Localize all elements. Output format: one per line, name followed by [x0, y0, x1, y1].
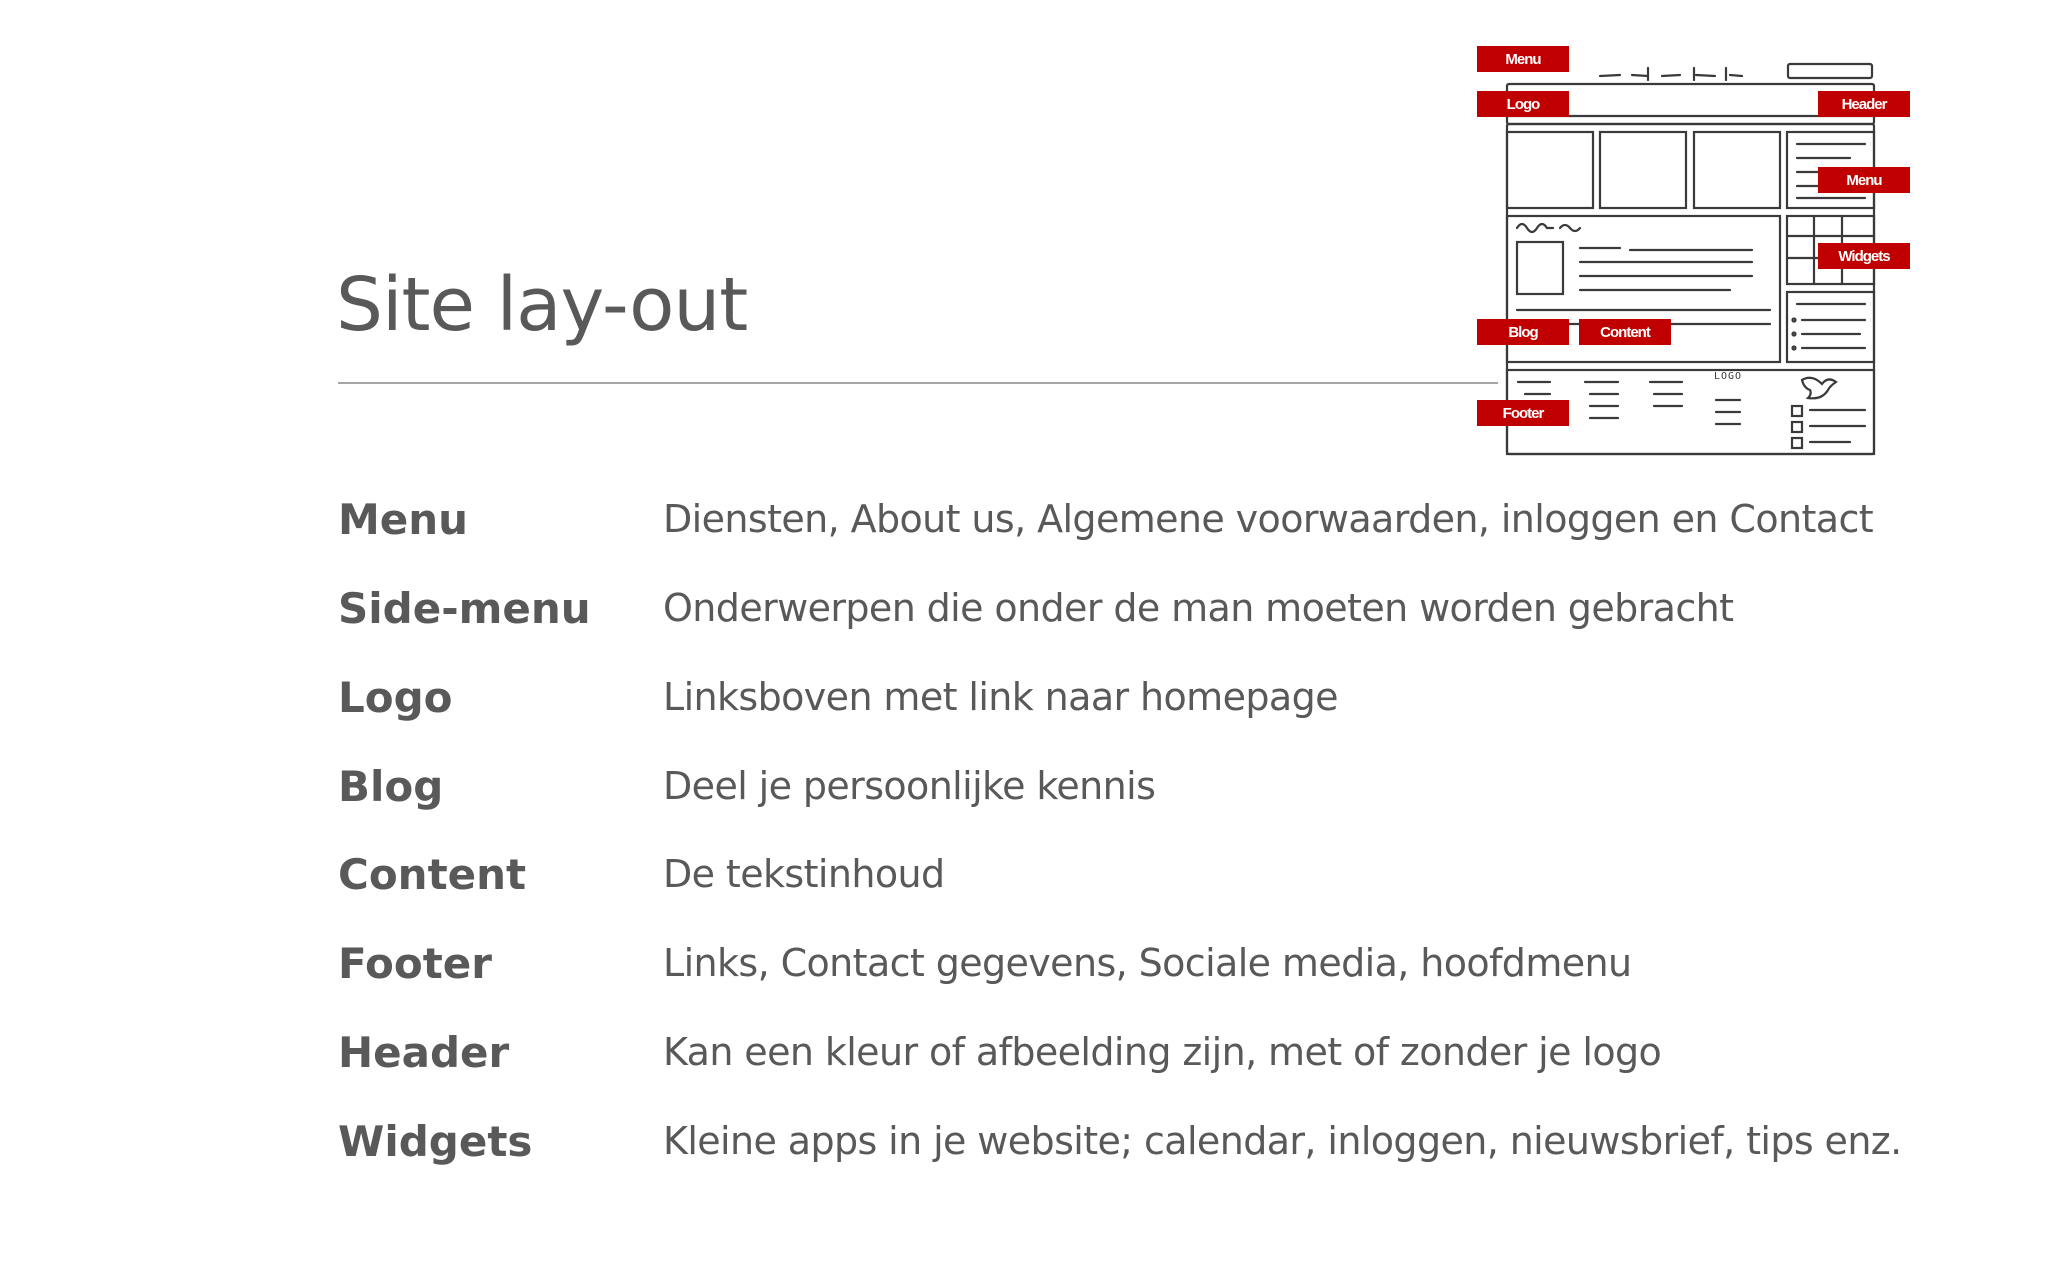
- row-footer: [338, 928, 1898, 998]
- wireframe-sketch: [1470, 40, 1920, 470]
- tag-menu-side: Menu: [1818, 167, 1910, 193]
- row-content: [338, 839, 1898, 909]
- tag-logo: Logo: [1477, 91, 1569, 117]
- row-menu: [338, 484, 1898, 554]
- description: Linksboven met link naar homepage: [663, 675, 1338, 719]
- row-header: [338, 1017, 1898, 1087]
- row-side-menu: [338, 573, 1898, 643]
- description: De tekstinhoud: [663, 852, 945, 896]
- slide-title: Site lay-out: [336, 262, 748, 348]
- tag-footer: Footer: [1477, 400, 1569, 426]
- term: Blog: [338, 761, 444, 811]
- row-widgets: [338, 1106, 1902, 1176]
- description: Kan een kleur of afbeelding zijn, met of zonder je logo: [663, 1030, 1662, 1074]
- term: Side-menu: [338, 583, 591, 633]
- description: Deel je persoonlijke kennis: [663, 764, 1156, 808]
- tag-header: Header: [1818, 91, 1910, 117]
- description: Links, Contact gegevens, Sociale media, hoofdmenu: [663, 941, 1632, 985]
- row-logo: [338, 662, 1898, 732]
- description: Kleine apps in je website; calendar, inloggen, nieuwsbrief, tips enz.: [663, 1119, 1902, 1163]
- title-divider: [338, 382, 1498, 384]
- description: Diensten, About us, Algemene voorwaarden, inloggen en Contact: [663, 497, 1874, 541]
- row-blog: [338, 751, 1898, 821]
- tag-content: Content: [1579, 319, 1671, 345]
- sketch-logo-label: LOGO: [1714, 371, 1743, 382]
- tag-blog: Blog: [1477, 319, 1569, 345]
- term: Menu: [338, 494, 469, 544]
- term: Widgets: [338, 1116, 533, 1166]
- description: Onderwerpen die onder de man moeten worden gebracht: [663, 586, 1734, 630]
- tag-widgets: Widgets: [1818, 243, 1910, 269]
- term: Footer: [338, 938, 492, 988]
- tag-menu-top: Menu: [1477, 46, 1569, 72]
- term: Content: [338, 849, 527, 899]
- term: Header: [338, 1027, 510, 1077]
- term: Logo: [338, 672, 453, 722]
